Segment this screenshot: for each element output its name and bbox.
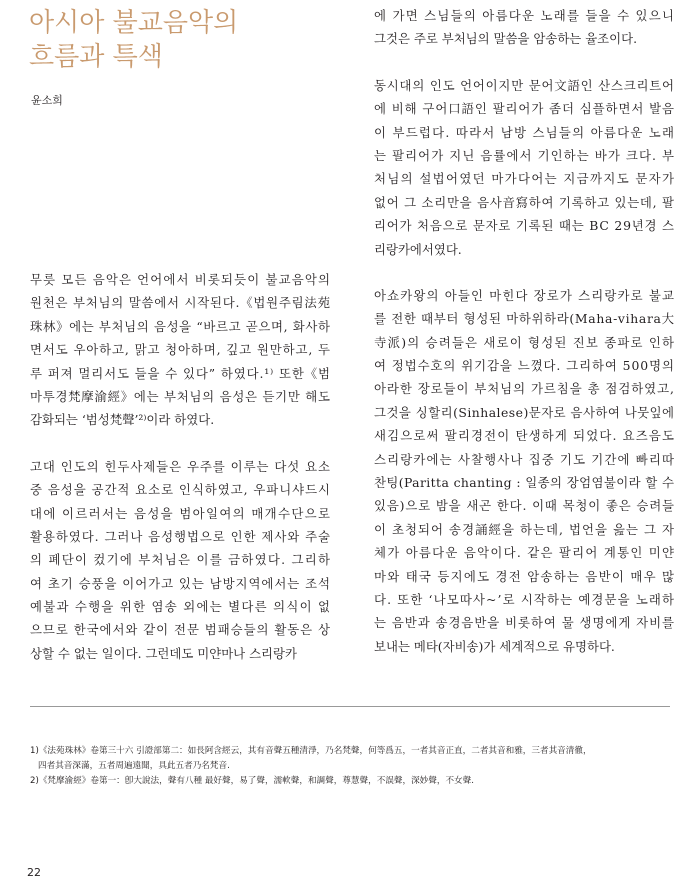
paragraph-gap <box>374 51 674 74</box>
body-text-line: 이 부드럽다. 따라서 남방 스님들의 아름다운 노래 <box>374 124 676 140</box>
body-text-line: 대에 이르러서는 음성을 범아일여의 매개수단으로 <box>30 505 332 521</box>
body-text-line: 그것을 싱할리(Sinhalese)문자로 음사하여 나뭇잎에 <box>374 404 675 420</box>
paragraph-gap <box>30 432 330 455</box>
author-name: 윤소희 <box>31 94 63 107</box>
body-text-line: 중 음성을 공간적 요소로 인식하였고, 우파니샤드시 <box>30 482 331 498</box>
body-text-line: 예불과 수행을 위한 염송 외에는 별다른 의식이 없 <box>30 599 332 615</box>
body-text-line: 여 초기 승풍을 이어가고 있는 남방지역에서는 조석 <box>30 575 331 591</box>
body-text-line: 에 비해 구어口語인 팔리어가 좀더 심플하면서 발음 <box>374 101 675 117</box>
body-text-line: 감화되는 ‘범성梵聲’²⁾이라 하였다. <box>30 412 215 428</box>
footnote-line: 四者其音深滿，五者周遍遠聞，具此五者乃名梵音. <box>38 761 230 771</box>
body-text-line: 이 초청되어 송경誦經을 하는데, 법언을 읊는 그 자 <box>374 521 676 537</box>
left-column <box>30 268 330 665</box>
body-text-line: 아쇼카왕의 아들인 마힌다 장로가 스리랑카로 불교 <box>374 287 676 303</box>
body-text-line: 새김으로써 팔리경전이 탄생하게 되었다. 요즈음도 <box>374 428 676 444</box>
body-text-line: 처님의 설법어였던 마가다어는 지금까지도 문자가 <box>374 171 676 187</box>
body-text-line: 루 퍼져 멀리서도 들을 수 있다” 하였다.¹⁾ 또한《범 <box>30 365 331 381</box>
body-text-line: 으므로 한국에서와 같이 전문 범패승들의 활동은 상 <box>30 622 331 638</box>
body-text-line: 珠林》에는 부처님의 음성을 “바르고 곧으며, 화사하 <box>30 318 331 334</box>
body-text-line: 원천은 부처님의 말씀에서 시작된다.《법원주림法苑 <box>30 295 331 311</box>
body-text-line: 체가 아름다운 음악이다. 같은 팔리어 계통인 미얀 <box>374 545 676 561</box>
body-text-line: 보내는 메타(자비송)가 세계적으로 유명하다. <box>374 638 615 654</box>
title-line: 아시아 불교음악의 <box>29 8 239 38</box>
body-text-line: 다. 또한 ‘나모따사~’로 시작하는 예경문을 노래하 <box>374 591 676 607</box>
footnote-line: 2)《梵摩渝經》卷第一：卽大說法，聲有八種 最好聲，易了聲，濡軟聲，和調聲，尊慧聲，不誤聲，深妙聲，不女聲. <box>30 776 474 786</box>
footnote-line: 1)《法苑珠林》卷第三十六 引證部第二：如長阿含經云，其有音聲五種清淨，乃名梵聲，何等爲五，一者其音正直，二者其音和雅，三者其音清徹， <box>30 746 592 756</box>
body-text-line: 면서도 우아하고, 맑고 청아하며, 깊고 원만하고, 두 <box>30 342 331 358</box>
right-column <box>374 4 674 658</box>
body-text-line: 스리랑카에는 사찰행사나 집중 기도 기간에 빠리따 <box>374 451 676 467</box>
body-text-line: 여 정법수호의 위기감을 느꼈다. 그리하여 500명의 <box>374 358 675 374</box>
body-text-line: 의 폐단이 컸기에 부처님은 이를 금하였다. 그리하 <box>30 552 332 568</box>
footnotes <box>30 744 670 789</box>
body-text-line: 상할 수 없는 일이다. 그런데도 미얀마나 스리랑카 <box>30 645 297 661</box>
body-text-line: 무릇 모든 음악은 언어에서 비롯되듯이 불교음악의 <box>30 272 332 287</box>
body-text-line: 에 가면 스님들의 아름다운 노래를 들을 수 있으니 <box>374 8 676 23</box>
body-text-line: 리어가 처음으로 문자로 기록된 때는 BC 29년경 스 <box>374 218 675 234</box>
body-text-line: 마투경梵摩渝經》에는 부처님의 음성은 듣기만 해도 <box>30 388 331 404</box>
body-text-line: 는 음반과 송경음반을 비롯하여 물 생명에게 자비를 <box>374 615 675 631</box>
body-text-line: 활용하였다. 그러나 음성행법으로 인한 제사와 주술 <box>30 528 331 544</box>
title-line: 흐름과 특색 <box>29 42 163 72</box>
body-text-line: 寺派)의 승려들은 새로이 형성된 진보 종파로 인하 <box>374 334 676 350</box>
body-text-line: 그것은 주로 부처님의 말씀을 암송하는 율조이다. <box>374 31 638 47</box>
body-text-line: 는 팔리어가 지닌 음률에서 기인하는 바가 크다. 부 <box>374 147 676 163</box>
paragraph-gap <box>374 261 674 284</box>
article-title <box>29 6 349 74</box>
footnote-divider <box>30 706 670 707</box>
body-text-line: 동시대의 인도 언어이지만 문어文語인 산스크리트어 <box>374 77 675 93</box>
body-text-line: 없어 그 소리만을 음사音寫하여 기록하고 있는데, 팔 <box>374 194 675 210</box>
body-text-line: 를 전한 때부터 형성된 마하위하라(Maha-vihara大 <box>374 311 675 327</box>
body-text-line: 마와 태국 등지에도 경전 암송하는 음반이 매우 많 <box>374 568 676 584</box>
body-text-line: 고대 인도의 힌두사제들은 우주를 이루는 다섯 요소 <box>30 458 331 474</box>
body-text-line: 찬팅(Paritta chanting : 일종의 장엄염불이라 할 수 <box>374 475 675 491</box>
body-text-line: 아라한 장로들이 부처님의 가르침을 총 점검하였고, <box>374 381 675 397</box>
page-number: 22 <box>27 866 41 879</box>
body-text-line: 있음)으로 밤을 새곤 한다. 이때 목청이 좋은 승려들 <box>374 498 675 514</box>
body-text-line: 리랑카에서였다. <box>374 241 462 257</box>
